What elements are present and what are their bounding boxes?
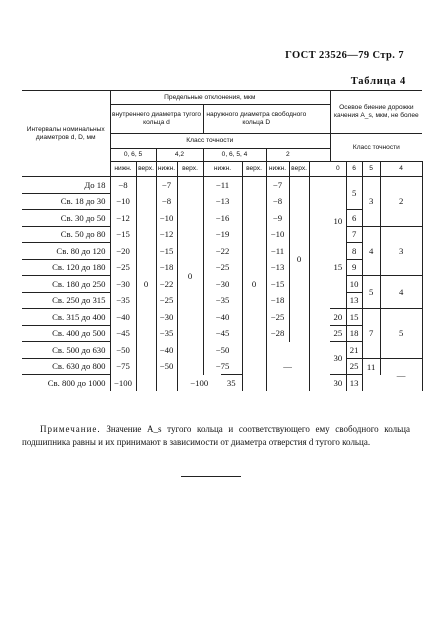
interval-label: Св. 800 до 1000 xyxy=(22,375,110,391)
runout-0-value: 20 xyxy=(330,309,346,326)
tolerance-table xyxy=(22,90,422,391)
runout-4-value: 5 xyxy=(380,309,422,359)
inner-b-upper: верх. xyxy=(177,162,203,177)
runout-5-value: 11 xyxy=(362,358,380,375)
inner-a-lower-value: −45 xyxy=(110,325,136,342)
runout-6-value: 30 xyxy=(330,375,346,391)
deviation-header: Предельные отклонения, мкм xyxy=(110,91,309,105)
inner-a-lower-value: −20 xyxy=(110,243,136,260)
outer-b-lower-value: −7 xyxy=(266,177,289,194)
runout-5-value: 3 xyxy=(362,177,380,227)
outer-b-lower: нижн. xyxy=(266,162,289,177)
table-row xyxy=(22,226,422,243)
outer-a-lower-value: −50 xyxy=(215,344,230,355)
inner-a-lower: нижн. xyxy=(110,162,136,177)
outer-a-lower-value: −16 xyxy=(215,212,230,223)
inner-b-lower-value: −10 xyxy=(156,210,177,227)
runout-class-0: 0 xyxy=(330,162,346,177)
outer-a-lower-value: −35 xyxy=(215,295,230,306)
inner-diameter-header: внутреннего диаметра тугого кольца d xyxy=(110,105,203,134)
runout-6-value: 7 xyxy=(346,226,362,243)
table-row xyxy=(22,210,422,227)
runout-6-value: 15 xyxy=(346,309,362,326)
runout-5-value: 13 xyxy=(346,375,362,391)
runout-4-value: 3 xyxy=(380,226,422,276)
outer-a-upper: верх. xyxy=(242,162,266,177)
outer-b-lower-value: −28 xyxy=(266,325,289,342)
inner-a-upper-value: 0 xyxy=(136,177,156,391)
outer-a-lower-value: −30 xyxy=(215,278,230,289)
outer-b-upper-value: 0 xyxy=(289,177,309,342)
interval-label: Св. 630 до 800 xyxy=(22,358,110,375)
runout-6-value: 6 xyxy=(346,210,362,227)
runout-6-value: 5 xyxy=(346,177,362,210)
outer-a-lower-value: −100 xyxy=(190,377,209,388)
class-outer-b: 2 xyxy=(266,149,309,162)
outer-a-lower-value: −11 xyxy=(215,180,230,190)
runout-class-6: 6 xyxy=(346,162,362,177)
table-row xyxy=(22,292,422,309)
table-note xyxy=(22,423,410,448)
table-row xyxy=(22,358,422,375)
outer-a-lower-value: −25 xyxy=(215,262,230,273)
inner-b-lower-value: −35 xyxy=(156,325,177,342)
runout-header xyxy=(330,91,422,134)
accuracy-class-header: Класс точности xyxy=(110,134,309,149)
note-lead: Примечание. xyxy=(40,424,101,434)
runout-6-value: 21 xyxy=(346,342,362,359)
inner-a-lower-value: −25 xyxy=(110,259,136,276)
inner-b-lower-value: −15 xyxy=(156,243,177,260)
note-text: Значение A_s тугого кольца и соответствующего ему свободного кольца подшипника равны и их принимают в зависимости от диаметра отверстия d тугого кольца. xyxy=(22,424,410,447)
inner-b-lower-value: −22 xyxy=(156,276,177,293)
inner-b-lower-value: −25 xyxy=(156,292,177,309)
runout-header-text: Осевое биение дорожки качения A_s, мкм, не более xyxy=(334,104,419,119)
outer-b-lower-value: −13 xyxy=(266,259,289,276)
table-row xyxy=(22,177,422,194)
outer-b-lower-value: −18 xyxy=(266,292,289,309)
inner-a-lower-value: −8 xyxy=(110,177,136,194)
interval-label: Св. 500 до 630 xyxy=(22,342,110,359)
interval-label: Св. 120 до 180 xyxy=(22,259,110,276)
interval-label: До 18 xyxy=(22,177,110,194)
outer-a-lower-value: −19 xyxy=(215,229,230,240)
outer-b-lower-value: −8 xyxy=(266,193,289,210)
outer-a-lower-value: −75 xyxy=(215,361,230,371)
table-row xyxy=(22,325,422,342)
runout-class-header: Класс точности xyxy=(330,134,422,162)
interval-label: Св. 80 до 120 xyxy=(22,243,110,260)
table-row xyxy=(22,309,422,326)
outer-a-upper-value: 0 xyxy=(242,177,266,391)
outer-b-lower-value: −11 xyxy=(266,243,289,260)
inner-a-lower-value: −15 xyxy=(110,226,136,243)
outer-b-lower-value: −9 xyxy=(266,210,289,227)
inner-a-lower-value: −30 xyxy=(110,276,136,293)
interval-header: Интервалы номинальных диаметров d, D, мм xyxy=(22,91,110,177)
inner-b-lower-value: −7 xyxy=(156,177,177,194)
class-outer-a: 0, 6, 5, 4 xyxy=(203,149,266,162)
runout-0-value: 30 xyxy=(330,342,346,375)
inner-a-lower-value: −50 xyxy=(110,342,136,359)
inner-b-lower-value: −40 xyxy=(156,342,177,359)
runout-0-value: 25 xyxy=(330,325,346,342)
outer-b-lower-value: −25 xyxy=(266,309,289,326)
interval-label: Св. 50 до 80 xyxy=(22,226,110,243)
runout-5-value: 7 xyxy=(362,309,380,359)
runout-5-value: 5 xyxy=(362,276,380,309)
interval-label: Св. 315 до 400 xyxy=(22,309,110,326)
inner-a-upper: верх. xyxy=(136,162,156,177)
interval-label: Св. 250 до 315 xyxy=(22,292,110,309)
class-inner-a: 0, 6, 5 xyxy=(110,149,156,162)
outer-b-lower-value: −10 xyxy=(266,226,289,243)
inner-a-lower-value: −10 xyxy=(110,193,136,210)
runout-4-value: — xyxy=(380,358,422,391)
page-header: ГОСТ 23526—79 Стр. 7 xyxy=(285,50,404,61)
runout-class-4: 4 xyxy=(380,162,422,177)
inner-b-lower-value xyxy=(156,375,177,391)
inner-b-lower-value: −30 xyxy=(156,309,177,326)
class-inner-b: 4,2 xyxy=(156,149,203,162)
inner-b-lower-value: −50 xyxy=(156,358,177,375)
outer-b-upper: верх. xyxy=(289,162,309,177)
runout-6-value: 10 xyxy=(346,276,362,293)
inner-b-lower-value: −8 xyxy=(156,193,177,210)
runout-0-value: 35 xyxy=(221,375,242,391)
table-caption: Таблица 4 xyxy=(350,76,406,87)
table-row xyxy=(22,259,422,276)
runout-6-value: 8 xyxy=(346,243,362,260)
runout-5-value: 4 xyxy=(362,226,380,276)
outer-a-lower: нижн. xyxy=(203,162,242,177)
inner-a-lower-value: −12 xyxy=(110,210,136,227)
outer-b-empty: — xyxy=(266,342,309,391)
table-row xyxy=(22,342,422,359)
inner-a-lower-value: −100 xyxy=(110,375,136,391)
interval-label: Св. 18 до 30 xyxy=(22,193,110,210)
inner-a-lower-value: −75 xyxy=(110,358,136,375)
runout-4-value: 4 xyxy=(380,276,422,309)
table-row xyxy=(22,276,422,293)
inner-a-lower-value: −40 xyxy=(110,309,136,326)
divider-rule xyxy=(181,476,241,477)
runout-6-value: 18 xyxy=(346,325,362,342)
runout-0-value: 15 xyxy=(330,226,346,309)
inner-b-upper-value: 0 xyxy=(177,177,203,375)
inner-b-lower: нижн. xyxy=(156,162,177,177)
runout-0-value: 10 xyxy=(330,177,346,227)
outer-diameter-header: наружного диаметра свободного кольца D xyxy=(203,105,309,134)
inner-b-lower-value: −18 xyxy=(156,259,177,276)
inner-a-lower-value: −35 xyxy=(110,292,136,309)
outer-a-lower-value: −45 xyxy=(215,328,230,339)
interval-label: Св. 180 до 250 xyxy=(22,276,110,293)
outer-b-lower-value: −15 xyxy=(266,276,289,293)
interval-label: Св. 30 до 50 xyxy=(22,210,110,227)
runout-6-value: 9 xyxy=(346,259,362,276)
runout-6-value: 25 xyxy=(346,358,362,375)
table-row xyxy=(22,243,422,260)
outer-a-lower-value: −40 xyxy=(215,311,230,322)
table-row xyxy=(22,375,422,391)
outer-a-lower-value: −22 xyxy=(215,245,230,256)
inner-b-lower-value: −12 xyxy=(156,226,177,243)
runout-4-value: 2 xyxy=(380,177,422,227)
runout-6-value: 13 xyxy=(346,292,362,309)
outer-a-lower-value: −13 xyxy=(215,196,230,207)
runout-class-5: 5 xyxy=(362,162,380,177)
interval-label: Св. 400 до 500 xyxy=(22,325,110,342)
